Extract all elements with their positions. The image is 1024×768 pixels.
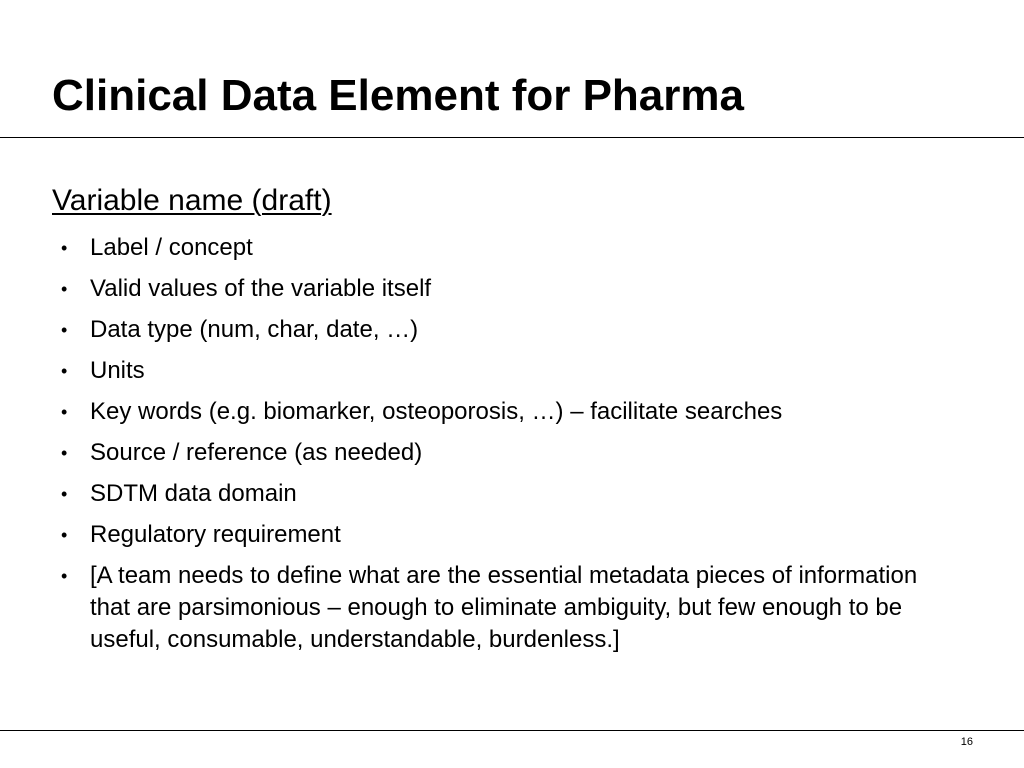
bullet-icon: • (61, 238, 68, 258)
bullet-item (52, 437, 952, 469)
title-divider (0, 137, 1024, 138)
bullet-icon: • (61, 525, 68, 545)
bullet-icon: • (61, 443, 68, 463)
bullet-icon: • (61, 361, 68, 381)
footer-divider (0, 730, 1024, 731)
bullet-icon: • (61, 402, 68, 422)
bullet-item (52, 560, 952, 656)
bullet-item (52, 396, 952, 428)
bullet-item (52, 314, 952, 346)
page-number: 16 (960, 736, 973, 748)
bullet-item (52, 355, 952, 387)
bullet-item (52, 519, 952, 551)
bullet-item (52, 478, 952, 510)
bullet-item (52, 232, 952, 264)
bullet-text: Label / concept (90, 234, 253, 261)
section-subheading: Variable name (draft) (52, 184, 332, 217)
bullet-text: Data type (num, char, date, …) (90, 316, 419, 343)
bullet-text: [A team needs to define what are the essential metadata pieces of information that are parsimonious – enough to eliminate ambiguity, but few enough to be useful, consumable, understandable, burdenless.] (90, 562, 918, 653)
bullet-text: Regulatory requirement (90, 521, 341, 548)
bullet-text: Valid values of the variable itself (90, 275, 432, 302)
bullet-text: SDTM data domain (90, 480, 297, 507)
bullet-icon: • (61, 484, 68, 504)
bullet-text: Key words (e.g. biomarker, osteoporosis, …) – facilitate searches (90, 398, 783, 425)
bullet-list (52, 232, 952, 665)
bullet-icon: • (61, 566, 68, 586)
bullet-icon: • (61, 279, 68, 299)
bullet-text: Source / reference (as needed) (90, 439, 423, 466)
bullet-text: Units (90, 357, 145, 384)
slide-title: Clinical Data Element for Pharma (52, 71, 744, 120)
bullet-item (52, 273, 952, 305)
bullet-icon: • (61, 320, 68, 340)
